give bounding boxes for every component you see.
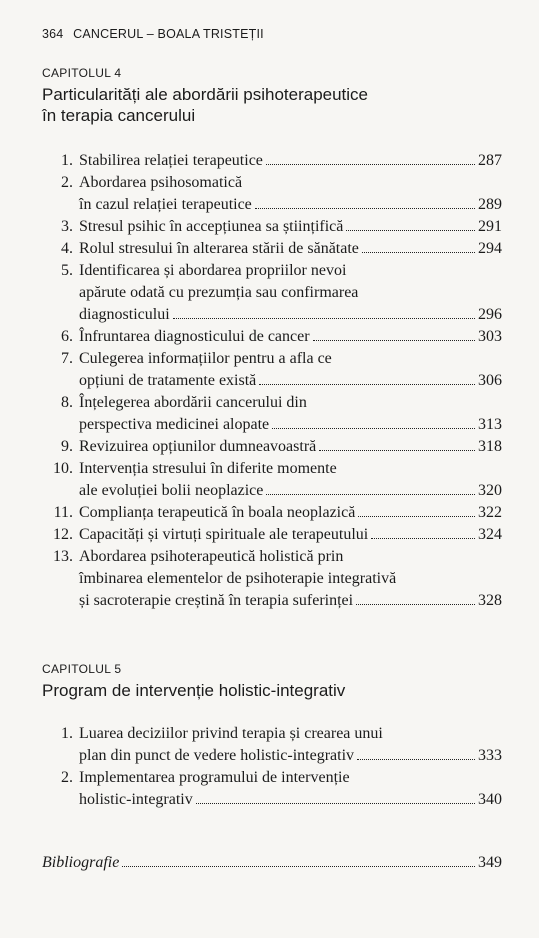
toc-entry[interactable] bbox=[42, 172, 502, 216]
entry-title: Înfruntarea diagnosticului de cancer bbox=[79, 328, 310, 345]
entry-leader-line bbox=[79, 789, 502, 811]
toc-entry[interactable] bbox=[42, 723, 502, 767]
entry-body bbox=[73, 546, 502, 612]
entry-number: 6. bbox=[61, 328, 73, 345]
entry-body bbox=[73, 260, 502, 326]
page-number: 364 bbox=[42, 27, 64, 41]
entry-page: 291 bbox=[478, 218, 502, 235]
entry-title: opțiuni de tratamente există bbox=[79, 372, 257, 389]
entry-number: 11. bbox=[53, 504, 73, 521]
entry-body bbox=[73, 458, 502, 502]
entry-body bbox=[73, 767, 502, 811]
entry-title: holistic-integrativ bbox=[79, 791, 193, 808]
dot-leader bbox=[346, 230, 475, 231]
entry-text-line: Înțelegerea abordării cancerului din bbox=[79, 394, 307, 411]
entry-leader-line bbox=[79, 745, 502, 767]
chapter-title bbox=[42, 84, 502, 126]
entry-title: Rolul stresului în alterarea stării de sănătate bbox=[79, 240, 359, 257]
entry-leader-line bbox=[79, 436, 502, 458]
entry-page: 313 bbox=[478, 416, 502, 433]
chapter-label: CAPITOLUL 5 bbox=[42, 662, 122, 676]
entry-leader-line bbox=[79, 304, 502, 326]
entry-body bbox=[73, 502, 502, 524]
entry-body bbox=[73, 524, 502, 546]
entry-text-line: Intervenția stresului în diferite momente bbox=[79, 460, 337, 477]
chapter-title bbox=[42, 680, 502, 701]
bibliography-entry[interactable] bbox=[42, 852, 502, 874]
entry-title: perspectiva medicinei alopate bbox=[79, 416, 270, 433]
entry-leader-line bbox=[79, 502, 502, 524]
entry-page: 287 bbox=[478, 152, 502, 169]
entry-body bbox=[73, 723, 502, 767]
entry-body bbox=[73, 150, 502, 172]
dot-leader bbox=[272, 428, 475, 429]
toc-entry[interactable] bbox=[42, 150, 502, 172]
toc-entry[interactable] bbox=[42, 546, 502, 612]
entry-leader-line bbox=[79, 238, 502, 260]
toc-entry[interactable] bbox=[42, 436, 502, 458]
entry-number: 2. bbox=[61, 769, 73, 786]
bibliography-label: Bibliografie bbox=[42, 854, 120, 871]
entry-body bbox=[73, 326, 502, 348]
running-title: CANCERUL – BOALA TRISTEȚII bbox=[73, 27, 264, 41]
toc-entry[interactable] bbox=[42, 458, 502, 502]
entry-title: și sacroterapie creștină în terapia suferinței bbox=[79, 592, 354, 609]
entry-leader-line bbox=[79, 326, 502, 348]
entry-leader-line bbox=[79, 370, 502, 392]
entry-leader-line bbox=[79, 414, 502, 436]
entry-text-line: Luarea deciziilor privind terapia și crearea unui bbox=[79, 725, 383, 742]
toc-entry[interactable] bbox=[42, 502, 502, 524]
entry-page: 289 bbox=[478, 196, 502, 213]
entry-page: 333 bbox=[478, 747, 502, 764]
toc-entry[interactable] bbox=[42, 767, 502, 811]
toc-entry[interactable] bbox=[42, 348, 502, 392]
dot-leader bbox=[266, 164, 475, 165]
entry-page: 296 bbox=[478, 306, 502, 323]
toc-entry[interactable] bbox=[42, 238, 502, 260]
toc-entry[interactable] bbox=[42, 524, 502, 546]
dot-leader bbox=[255, 208, 475, 209]
entry-number: 3. bbox=[61, 218, 73, 235]
dot-leader bbox=[259, 384, 475, 385]
entry-number: 13. bbox=[53, 548, 73, 565]
running-header bbox=[42, 27, 264, 41]
entry-leader-line bbox=[79, 590, 502, 612]
entry-text-line: Abordarea psihosomatică bbox=[79, 174, 243, 191]
entry-number: 1. bbox=[61, 152, 73, 169]
entry-page: 294 bbox=[478, 240, 502, 257]
entry-page: 328 bbox=[478, 592, 502, 609]
dot-leader bbox=[371, 538, 475, 539]
entry-leader-line bbox=[79, 216, 502, 238]
dot-leader bbox=[266, 494, 475, 495]
dot-leader bbox=[356, 604, 475, 605]
toc-entry[interactable] bbox=[42, 216, 502, 238]
entry-body bbox=[73, 436, 502, 458]
toc-entry[interactable] bbox=[42, 392, 502, 436]
bibliography-page: 349 bbox=[478, 854, 502, 871]
entry-leader-line bbox=[79, 480, 502, 502]
entry-number: 7. bbox=[61, 350, 73, 367]
entry-number: 9. bbox=[61, 438, 73, 455]
entry-body bbox=[73, 348, 502, 392]
entry-number: 2. bbox=[61, 174, 73, 191]
entry-page: 306 bbox=[478, 372, 502, 389]
toc-list bbox=[42, 723, 502, 811]
entry-page: 318 bbox=[478, 438, 502, 455]
dot-leader bbox=[319, 450, 475, 451]
entry-text-line: Identificarea și abordarea propriilor nevoi bbox=[79, 262, 347, 279]
entry-body bbox=[73, 172, 502, 216]
dot-leader bbox=[122, 866, 475, 867]
entry-text-line: Implementarea programului de intervenție bbox=[79, 769, 350, 786]
dot-leader bbox=[357, 759, 475, 760]
dot-leader bbox=[173, 318, 475, 319]
entry-page: 322 bbox=[478, 504, 502, 521]
toc-entry[interactable] bbox=[42, 260, 502, 326]
entry-leader-line bbox=[79, 150, 502, 172]
chapter-title-line: Program de intervenție holistic-integrativ bbox=[42, 681, 346, 700]
toc-list bbox=[42, 150, 502, 612]
entry-text-line: Culegerea informațiilor pentru a afla ce bbox=[79, 350, 332, 367]
chapter-title-line: în terapia cancerului bbox=[42, 106, 196, 125]
entry-text-line: Abordarea psihoterapeutică holistică prin bbox=[79, 548, 344, 565]
entry-title: diagnosticului bbox=[79, 306, 170, 323]
chapter-label: CAPITOLUL 4 bbox=[42, 66, 122, 80]
dot-leader bbox=[313, 340, 475, 341]
entry-title: Capacități și virtuți spirituale ale terapeutului bbox=[79, 526, 369, 543]
toc-entry[interactable] bbox=[42, 326, 502, 348]
entry-number: 5. bbox=[61, 262, 73, 279]
entry-title: în cazul relației terapeutice bbox=[79, 196, 252, 213]
entry-title: Revizuirea opțiunilor dumneavoastră bbox=[79, 438, 317, 455]
entry-title: plan din punct de vedere holistic-integrativ bbox=[79, 747, 355, 764]
entry-page: 303 bbox=[478, 328, 502, 345]
entry-body bbox=[73, 216, 502, 238]
entry-title: Stresul psihic în accepțiunea sa științifică bbox=[79, 218, 344, 235]
entry-page: 320 bbox=[478, 482, 502, 499]
entry-text-line: îmbinarea elementelor de psihoterapie integrativă bbox=[79, 570, 397, 587]
dot-leader bbox=[196, 803, 475, 804]
entry-title: Complianța terapeutică în boala neoplazică bbox=[79, 504, 356, 521]
entry-text-line: apărute odată cu prezumția sau confirmarea bbox=[79, 284, 359, 301]
entry-leader-line bbox=[79, 194, 502, 216]
entry-number: 12. bbox=[53, 526, 73, 543]
entry-number: 1. bbox=[61, 725, 73, 742]
entry-number: 8. bbox=[61, 394, 73, 411]
dot-leader bbox=[362, 252, 475, 253]
entry-body bbox=[73, 238, 502, 260]
entry-page: 340 bbox=[478, 791, 502, 808]
entry-number: 10. bbox=[53, 460, 73, 477]
entry-page: 324 bbox=[478, 526, 502, 543]
entry-title: ale evoluției bolii neoplazice bbox=[79, 482, 264, 499]
entry-title: Stabilirea relației terapeutice bbox=[79, 152, 263, 169]
chapter-title-line: Particularități ale abordării psihoterapeutice bbox=[42, 85, 369, 104]
dot-leader bbox=[358, 516, 475, 517]
entry-number: 4. bbox=[61, 240, 73, 257]
entry-body bbox=[73, 392, 502, 436]
entry-leader-line bbox=[79, 524, 502, 546]
